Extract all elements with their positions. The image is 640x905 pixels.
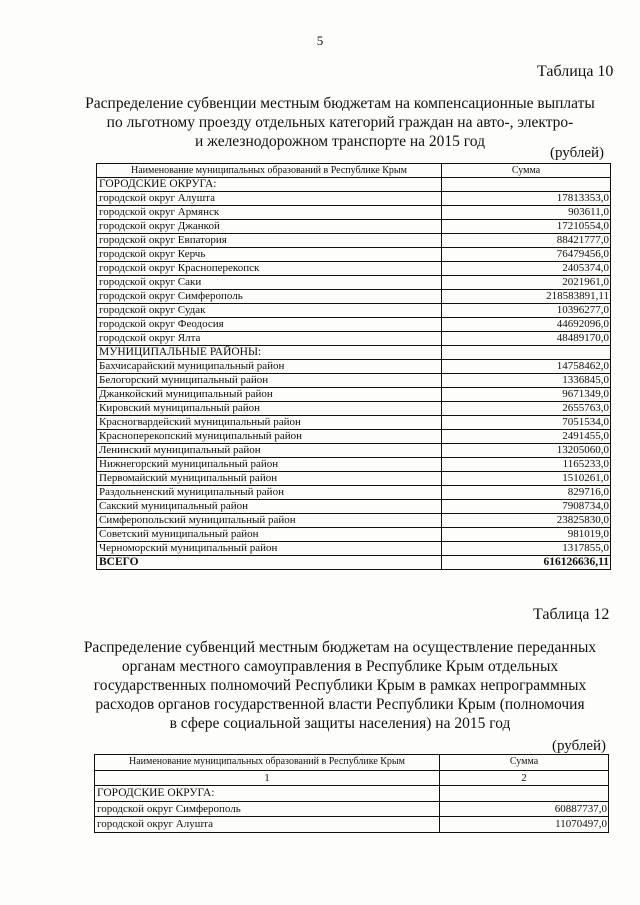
table10-title-line: Распределение субвенции местным бюджетам на компенсационные выплаты — [85, 95, 595, 112]
table12-title-line: расходов органов государственной власти Республики Крым (полномочия — [95, 696, 585, 713]
column-header-name: Наименование муниципальных образований в Республике Крым — [95, 755, 440, 771]
table-row — [97, 206, 611, 220]
row-sum: 23825830,0 — [442, 514, 611, 528]
table10-title — [60, 94, 620, 151]
total-label: ВСЕГО — [97, 556, 442, 570]
row-sum: 829716,0 — [442, 486, 611, 500]
group-label-city-districts: ГОРОДСКИЕ ОКРУГА: — [97, 178, 442, 192]
row-name: городской округ Керчь — [97, 248, 442, 262]
table-row — [97, 360, 611, 374]
group-label-municipal-districts: МУНИЦИПАЛЬНЫЕ РАЙОНЫ: — [97, 346, 442, 360]
row-name: городской округ Красноперекопск — [97, 262, 442, 276]
table-row — [97, 500, 611, 514]
row-sum: 11070497,0 — [440, 817, 609, 833]
row-name: Советский муниципальный район — [97, 528, 442, 542]
table-row — [97, 220, 611, 234]
column-number-2: 2 — [440, 770, 609, 786]
row-name: Белогорский муниципальный район — [97, 374, 442, 388]
table12-label: Таблица 12 — [533, 606, 610, 623]
table12-title-line: Распределение субвенций местным бюджетам на осуществление переданных — [83, 639, 597, 656]
table-row — [97, 444, 611, 458]
row-name: городской округ Евпатория — [97, 234, 442, 248]
table-row — [97, 458, 611, 472]
row-sum: 14758462,0 — [442, 360, 611, 374]
total-sum: 616126636,11 — [442, 556, 611, 570]
column-header-name: Наименование муниципальных образований в Республике Крым — [97, 164, 442, 178]
row-name: городской округ Симферополь — [97, 290, 442, 304]
table-row — [97, 388, 611, 402]
table-row — [97, 542, 611, 556]
row-name: городской округ Алушта — [97, 192, 442, 206]
row-name: городской округ Армянск — [97, 206, 442, 220]
row-sum: 44692096,0 — [442, 318, 611, 332]
row-name: городской округ Саки — [97, 276, 442, 290]
table10-title-line: и железнодорожном транспорте на 2015 год — [195, 133, 485, 150]
row-sum: 2405374,0 — [442, 262, 611, 276]
table-row — [97, 514, 611, 528]
row-sum: 48489170,0 — [442, 332, 611, 346]
row-name: Джанкойский муниципальный район — [97, 388, 442, 402]
table-row — [97, 486, 611, 500]
row-name: Черноморский муниципальный район — [97, 542, 442, 556]
table-row — [97, 304, 611, 318]
row-sum: 13205060,0 — [442, 444, 611, 458]
table12-title-line: в сфере социальной защиты населения) на 2015 год — [169, 715, 511, 732]
row-sum: 1336845,0 — [442, 374, 611, 388]
group-row — [97, 346, 611, 360]
row-name: Нижнегорский муниципальный район — [97, 458, 442, 472]
row-sum: 17210554,0 — [442, 220, 611, 234]
row-sum: 2021961,0 — [442, 276, 611, 290]
row-name: Кировский муниципальный район — [97, 402, 442, 416]
table-row — [97, 416, 611, 430]
row-name: городской округ Судак — [97, 304, 442, 318]
row-name: Красноперекопский муниципальный район — [97, 430, 442, 444]
column-header-sum: Сумма — [442, 164, 611, 178]
table-row — [97, 262, 611, 276]
row-name: городской округ Симферополь — [95, 801, 440, 817]
row-sum: 17813353,0 — [442, 192, 611, 206]
row-name: Раздольненский муниципальный район — [97, 486, 442, 500]
page-number: 5 — [316, 33, 324, 48]
row-sum: 903611,0 — [442, 206, 611, 220]
table-row — [97, 332, 611, 346]
row-name: городской округ Ялта — [97, 332, 442, 346]
table-row — [97, 276, 611, 290]
table10-label: Таблица 10 — [537, 63, 614, 80]
row-name: городской округ Алушта — [95, 817, 440, 833]
row-sum: 981019,0 — [442, 528, 611, 542]
table-row — [97, 248, 611, 262]
row-sum: 76479456,0 — [442, 248, 611, 262]
row-sum: 1510261,0 — [442, 472, 611, 486]
table-row — [97, 528, 611, 542]
row-sum: 2491455,0 — [442, 430, 611, 444]
table12-title — [60, 638, 620, 733]
table-row — [97, 374, 611, 388]
table10-units: (рублей) — [550, 145, 605, 161]
row-name: Ленинский муниципальный район — [97, 444, 442, 458]
row-name: городской округ Феодосия — [97, 318, 442, 332]
table10-title-line: по льготному проезду отдельных категорий граждан на авто-, электро- — [106, 114, 574, 131]
column-number-1: 1 — [95, 770, 440, 786]
total-row — [97, 556, 611, 570]
row-sum: 60887737,0 — [440, 801, 609, 817]
column-header-sum: Сумма — [440, 755, 609, 771]
row-sum: 1317855,0 — [442, 542, 611, 556]
table-row — [97, 430, 611, 444]
row-name: Сакский муниципальный район — [97, 500, 442, 514]
row-sum: 7908734,0 — [442, 500, 611, 514]
table-row — [97, 192, 611, 206]
row-sum: 218583891,11 — [442, 290, 611, 304]
table12-title-line: государственных полномочий Республики Крым в рамках непрограммных — [93, 677, 587, 694]
table-row — [97, 472, 611, 486]
table-row — [97, 290, 611, 304]
table10 — [96, 163, 611, 570]
row-sum: 2655763,0 — [442, 402, 611, 416]
table-row — [95, 801, 609, 817]
table12-units: (рублей) — [552, 738, 607, 754]
table12 — [94, 754, 609, 833]
group-label-city-districts: ГОРОДСКИЕ ОКРУГА: — [95, 786, 440, 802]
row-sum: 88421777,0 — [442, 234, 611, 248]
table-row — [97, 318, 611, 332]
table-row — [95, 817, 609, 833]
row-name: городской округ Джанкой — [97, 220, 442, 234]
row-sum: 7051534,0 — [442, 416, 611, 430]
row-name: Красногвардейский муниципальный район — [97, 416, 442, 430]
table12-title-line: органам местного самоуправления в Республике Крым отдельных — [121, 658, 559, 675]
table-row — [97, 402, 611, 416]
table-row — [97, 234, 611, 248]
row-sum: 10396277,0 — [442, 304, 611, 318]
row-sum: 9671349,0 — [442, 388, 611, 402]
row-name: Первомайский муниципальный район — [97, 472, 442, 486]
row-name: Бахчисарайский муниципальный район — [97, 360, 442, 374]
row-sum: 1165233,0 — [442, 458, 611, 472]
row-name: Симферопольский муниципальный район — [97, 514, 442, 528]
